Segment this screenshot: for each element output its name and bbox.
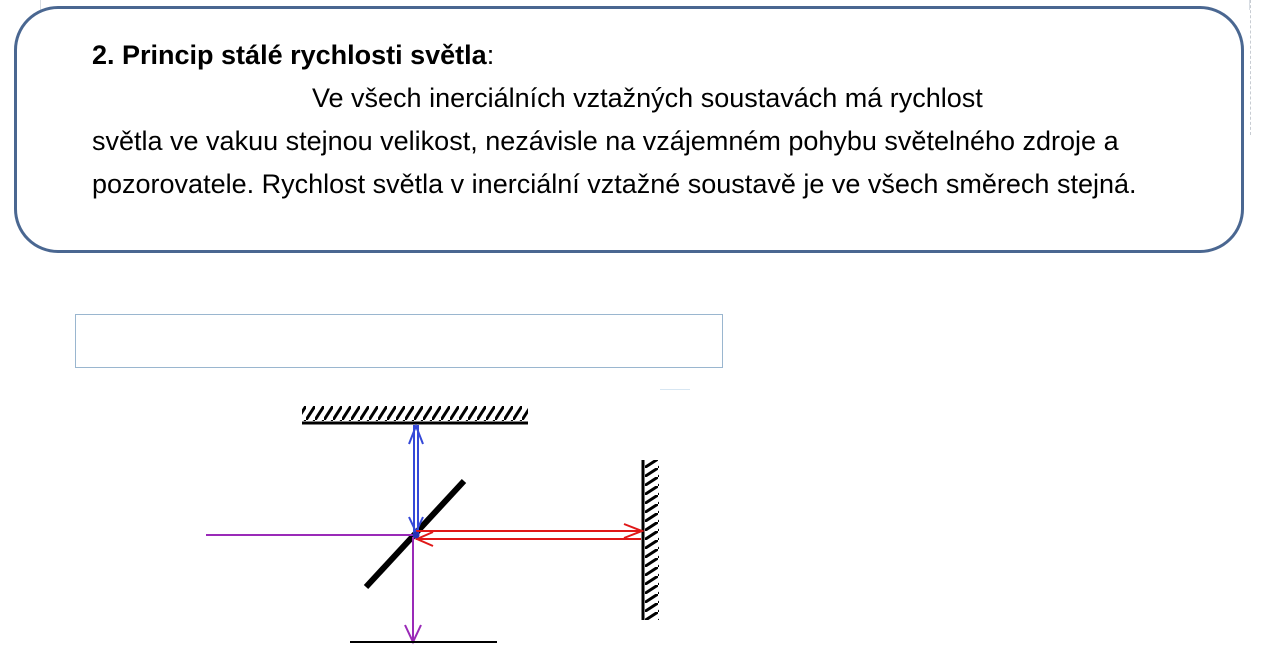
principle-heading-bold: 2. Princip stálé rychlosti světla: [92, 40, 487, 70]
right-mirror-icon: [643, 460, 659, 620]
principle-text: [92, 77, 1152, 206]
purple-down-arrowhead-icon: [405, 625, 421, 642]
red-left-arrowhead-icon: [417, 532, 433, 546]
horizontal-beam-pair: [416, 524, 642, 546]
principle-remaining-text: světla ve vakuu stejnou velikost, nezávisle na vzájemném pohybu světelného zdroje a pozorovatele. Rychlost světla v inerciální vztažné soustavě je ve všech směrech stejná.: [92, 126, 1137, 199]
caption-box[interactable]: [75, 314, 723, 368]
principle-heading: [92, 34, 1152, 77]
red-right-arrowhead-icon: [624, 524, 642, 538]
output-beam: [405, 537, 421, 642]
splitter-center-marker: [413, 532, 420, 539]
principle-heading-colon: :: [486, 40, 495, 70]
principle-first-line: Ve všech inerciálních vztažných soustavách má rychlost: [312, 83, 983, 113]
blue-up-arrowhead-icon: [409, 426, 423, 444]
beam-splitter-icon: [366, 481, 464, 587]
top-mirror-icon: [302, 406, 528, 423]
small-divider-mark: [660, 389, 690, 390]
blue-down-arrowhead-icon: [409, 517, 423, 532]
vertical-beam-pair: [409, 425, 423, 535]
right-frame-line: [1250, 0, 1252, 135]
